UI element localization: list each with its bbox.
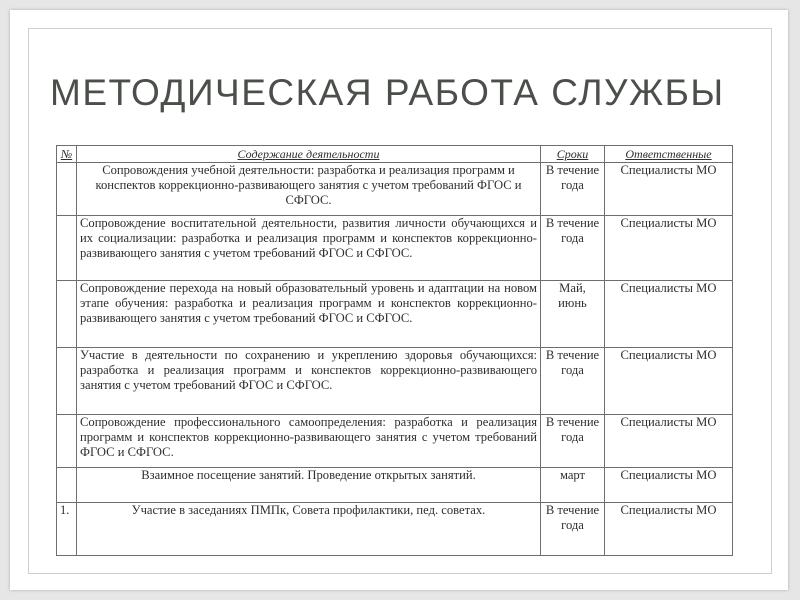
row-content: Участие в заседаниях ПМПк, Совета профилактики, пед. советах. [77, 503, 541, 556]
header-content: Содержание деятельности [77, 146, 541, 163]
row-responsible: Специалисты МО [605, 348, 733, 415]
row-responsible: Специалисты МО [605, 216, 733, 281]
row-term: март [541, 468, 605, 503]
row-term: В течение года [541, 348, 605, 415]
row-num [57, 281, 77, 348]
row-responsible: Специалисты МО [605, 468, 733, 503]
row-term: В течение года [541, 415, 605, 468]
table-header-row [57, 146, 733, 163]
header-responsible: Ответственные [605, 146, 733, 163]
row-term: В течение года [541, 163, 605, 216]
row-num [57, 163, 77, 216]
row-content: Сопровождение перехода на новый образовательный уровень и адаптации на новом этапе обучения: разработка и реализация программ и конспектов коррекционно-развивающего занятия с учетом требований ФГОС и СФГОС. [77, 281, 541, 348]
row-term: В течение года [541, 503, 605, 556]
row-num [57, 468, 77, 503]
table-row [57, 415, 733, 468]
table-row [57, 348, 733, 415]
row-responsible: Специалисты МО [605, 503, 733, 556]
slide [10, 10, 788, 590]
table-row [57, 503, 733, 556]
table-row [57, 216, 733, 281]
header-num: № [57, 146, 77, 163]
row-num [57, 348, 77, 415]
row-content: Участие в деятельности по сохранению и укреплению здоровья обучающихся: разработка и реализация программ и конспектов коррекционно-развивающего занятия с учетом требований ФГОС и СФГОС. [77, 348, 541, 415]
table-row [57, 281, 733, 348]
row-num: 1. [57, 503, 77, 556]
row-responsible: Специалисты МО [605, 281, 733, 348]
slide-title: МЕТОДИЧЕСКАЯ РАБОТА СЛУЖБЫ [50, 72, 725, 113]
row-term: В течение года [541, 216, 605, 281]
row-term: Май, июнь [541, 281, 605, 348]
header-term: Сроки [541, 146, 605, 163]
row-responsible: Специалисты МО [605, 415, 733, 468]
row-content: Сопровождения учебной деятельности: разработка и реализация программ и конспектов коррекционно-развивающего занятия с учетом требований ФГОС и СФГОС. [77, 163, 541, 216]
activity-table [56, 145, 733, 556]
row-num [57, 415, 77, 468]
row-num [57, 216, 77, 281]
table-row [57, 163, 733, 216]
row-content: Сопровождение воспитательной деятельности, развития личности обучающихся и их социализации: разработка и реализация программ и конспектов коррекционно-развивающего занятия с учетом требований ФГОС и СФГОС. [77, 216, 541, 281]
row-content: Взаимное посещение занятий. Проведение открытых занятий. [77, 468, 541, 503]
row-content: Сопровождение профессионального самоопределения: разработка и реализация программ и конспектов коррекционно-развивающего занятия с учетом требований ФГОС и СФГОС. [77, 415, 541, 468]
table-row [57, 468, 733, 503]
row-responsible: Специалисты МО [605, 163, 733, 216]
